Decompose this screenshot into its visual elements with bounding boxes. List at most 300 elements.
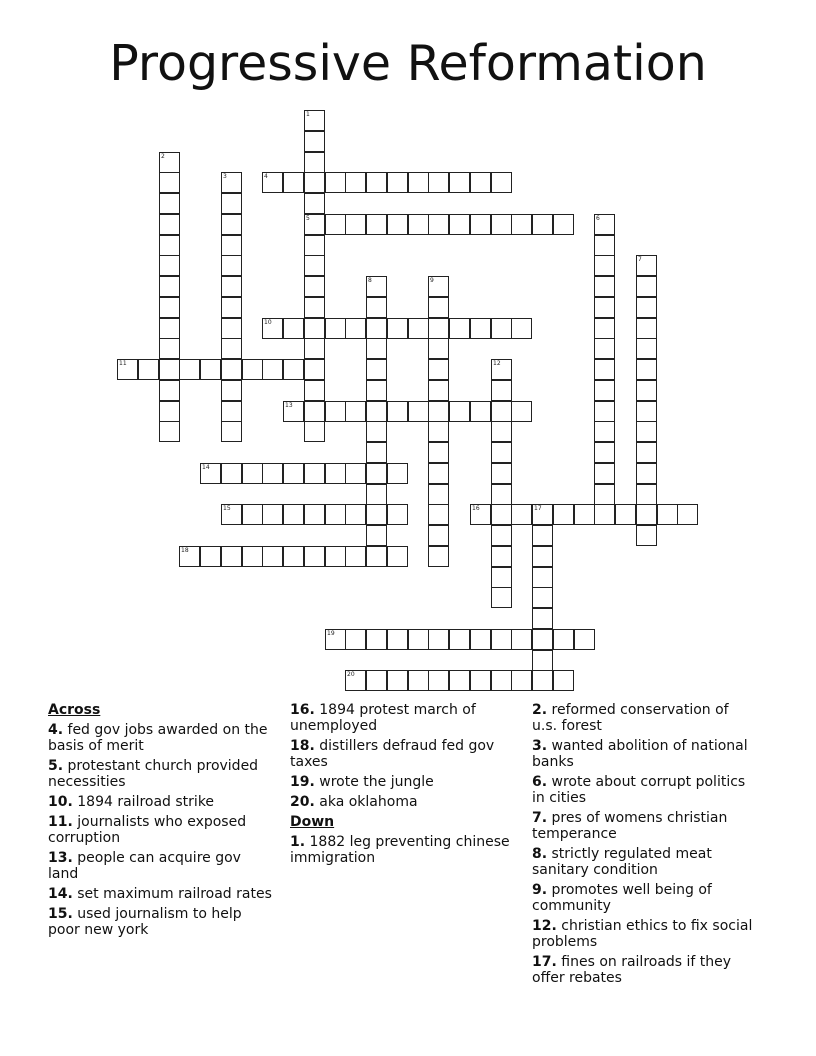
grid-cell[interactable] — [159, 214, 180, 235]
grid-cell[interactable] — [345, 318, 366, 339]
grid-cell[interactable] — [159, 401, 180, 422]
grid-cell[interactable] — [594, 421, 615, 442]
grid-cell[interactable] — [159, 255, 180, 276]
grid-cell[interactable] — [428, 484, 449, 505]
grid-cell[interactable] — [636, 504, 657, 525]
grid-cell[interactable] — [221, 380, 242, 401]
grid-cell[interactable] — [345, 504, 366, 525]
across-clue — [290, 774, 516, 790]
grid-cell[interactable] — [428, 442, 449, 463]
grid-cell[interactable] — [262, 359, 283, 380]
clue-text: wrote about corrupt politics in cities — [532, 774, 746, 806]
grid-cell[interactable] — [159, 338, 180, 359]
grid-cell[interactable] — [636, 421, 657, 442]
grid-cell[interactable] — [366, 421, 387, 442]
grid-cell[interactable] — [532, 587, 553, 608]
grid-cell[interactable] — [470, 318, 491, 339]
grid-cell[interactable] — [325, 463, 346, 484]
grid-cell[interactable] — [491, 318, 512, 339]
grid-cell[interactable] — [283, 463, 304, 484]
grid-cell[interactable] — [221, 172, 242, 193]
clue-text: promotes well being of community — [532, 882, 712, 914]
clue-number: 5. — [48, 758, 64, 774]
grid-cell[interactable] — [449, 670, 470, 691]
clue-text: journalists who exposed corruption — [48, 814, 247, 846]
cell-number: 9 — [430, 277, 434, 284]
grid-cell[interactable] — [304, 131, 325, 152]
clue-text: pres of womens christian temperance — [532, 810, 728, 842]
grid-cell[interactable] — [449, 401, 470, 422]
grid-cell[interactable] — [221, 297, 242, 318]
grid-cell[interactable] — [408, 214, 429, 235]
grid-cell[interactable] — [366, 359, 387, 380]
grid-cell[interactable] — [428, 214, 449, 235]
grid-cell[interactable] — [221, 276, 242, 297]
cell-number: 16 — [472, 505, 480, 512]
grid-cell[interactable] — [200, 546, 221, 567]
grid-cell[interactable] — [594, 276, 615, 297]
grid-cell[interactable] — [159, 318, 180, 339]
grid-cell[interactable] — [366, 442, 387, 463]
clue-number: 4. — [48, 722, 64, 738]
grid-cell[interactable] — [304, 152, 325, 173]
grid-cell[interactable] — [366, 276, 387, 297]
grid-cell[interactable] — [159, 193, 180, 214]
grid-cell[interactable] — [345, 629, 366, 650]
grid-cell[interactable] — [532, 670, 553, 691]
grid-cell[interactable] — [594, 442, 615, 463]
grid-cell[interactable] — [594, 338, 615, 359]
grid-cell[interactable] — [159, 297, 180, 318]
grid-cell[interactable] — [325, 172, 346, 193]
grid-cell[interactable] — [221, 421, 242, 442]
grid-cell[interactable] — [491, 587, 512, 608]
clue-text: people can acquire gov land — [48, 850, 241, 882]
clue-text: strictly regulated meat sanitary condition — [532, 846, 712, 878]
grid-cell[interactable] — [159, 235, 180, 256]
across-clue — [48, 722, 274, 754]
across-clue — [48, 886, 274, 902]
grid-cell[interactable] — [159, 152, 180, 173]
down-clue — [532, 774, 758, 806]
grid-cell[interactable] — [511, 504, 532, 525]
grid-cell[interactable] — [387, 629, 408, 650]
grid-cell[interactable] — [304, 546, 325, 567]
across-clue — [48, 758, 274, 790]
grid-cell[interactable] — [366, 484, 387, 505]
grid-cell[interactable] — [221, 504, 242, 525]
grid-cell[interactable] — [511, 401, 532, 422]
grid-cell[interactable] — [428, 670, 449, 691]
grid-cell[interactable] — [221, 359, 242, 380]
grid-cell[interactable] — [636, 276, 657, 297]
grid-cell[interactable] — [221, 235, 242, 256]
grid-cell[interactable] — [200, 463, 221, 484]
grid-cell[interactable] — [117, 359, 138, 380]
grid-cell[interactable] — [179, 359, 200, 380]
grid-cell[interactable] — [636, 255, 657, 276]
grid-cell[interactable] — [428, 401, 449, 422]
grid-cell[interactable] — [491, 421, 512, 442]
grid-cell[interactable] — [428, 525, 449, 546]
grid-cell[interactable] — [491, 214, 512, 235]
grid-cell[interactable] — [221, 401, 242, 422]
grid-cell[interactable] — [366, 172, 387, 193]
clue-text: aka oklahoma — [319, 794, 418, 810]
grid-cell[interactable] — [304, 504, 325, 525]
across-heading: Across — [48, 702, 101, 718]
grid-cell[interactable] — [428, 463, 449, 484]
grid-cell[interactable] — [428, 359, 449, 380]
grid-cell[interactable] — [304, 359, 325, 380]
grid-cell[interactable] — [408, 318, 429, 339]
grid-cell[interactable] — [325, 214, 346, 235]
grid-cell[interactable] — [594, 235, 615, 256]
clue-text: set maximum railroad rates — [77, 886, 272, 902]
grid-cell[interactable] — [304, 421, 325, 442]
grid-cell[interactable] — [366, 504, 387, 525]
grid-cell[interactable] — [428, 380, 449, 401]
grid-cell[interactable] — [532, 525, 553, 546]
grid-cell[interactable] — [366, 546, 387, 567]
grid-cell[interactable] — [283, 318, 304, 339]
grid-cell[interactable] — [304, 235, 325, 256]
clue-number: 8. — [532, 846, 548, 862]
grid-cell[interactable] — [283, 359, 304, 380]
cell-number: 6 — [596, 215, 600, 222]
grid-cell[interactable] — [366, 463, 387, 484]
grid-cell[interactable] — [491, 525, 512, 546]
grid-cell[interactable] — [532, 504, 553, 525]
clue-text: 1894 railroad strike — [77, 794, 215, 810]
grid-cell[interactable] — [636, 318, 657, 339]
grid-cell[interactable] — [304, 110, 325, 131]
grid-cell[interactable] — [491, 401, 512, 422]
grid-cell[interactable] — [221, 214, 242, 235]
grid-cell[interactable] — [179, 546, 200, 567]
grid-cell[interactable] — [159, 421, 180, 442]
grid-cell[interactable] — [387, 172, 408, 193]
grid-cell[interactable] — [325, 504, 346, 525]
down-clue — [532, 918, 758, 950]
grid-cell[interactable] — [636, 484, 657, 505]
cell-number: 1 — [306, 111, 310, 118]
grid-cell[interactable] — [159, 276, 180, 297]
grid-cell[interactable] — [242, 463, 263, 484]
down-clue — [532, 702, 758, 734]
grid-cell[interactable] — [159, 172, 180, 193]
grid-cell[interactable] — [594, 359, 615, 380]
grid-cell[interactable] — [594, 318, 615, 339]
grid-cell[interactable] — [511, 629, 532, 650]
cell-number: 14 — [202, 464, 210, 471]
clue-text: 1894 protest march of unemployed — [290, 702, 476, 734]
grid-cell[interactable] — [574, 504, 595, 525]
grid-cell[interactable] — [449, 318, 470, 339]
clue-text: 1882 leg preventing chinese immigration — [290, 834, 510, 866]
grid-cell[interactable] — [636, 338, 657, 359]
clue-number: 10. — [48, 794, 73, 810]
clue-text: wrote the jungle — [319, 774, 434, 790]
cell-number: 8 — [368, 277, 372, 284]
grid-cell[interactable] — [325, 318, 346, 339]
grid-cell[interactable] — [574, 629, 595, 650]
clue-number: 16. — [290, 702, 315, 718]
grid-cell[interactable] — [428, 504, 449, 525]
grid-cell[interactable] — [428, 629, 449, 650]
grid-cell[interactable] — [138, 359, 159, 380]
grid-cell[interactable] — [636, 380, 657, 401]
cell-number: 18 — [181, 547, 189, 554]
grid-cell[interactable] — [242, 504, 263, 525]
grid-cell[interactable] — [470, 172, 491, 193]
grid-cell[interactable] — [408, 629, 429, 650]
clue-number: 11. — [48, 814, 73, 830]
grid-cell[interactable] — [636, 359, 657, 380]
cell-number: 10 — [264, 319, 272, 326]
grid-cell[interactable] — [325, 629, 346, 650]
grid-cell[interactable] — [262, 172, 283, 193]
grid-cell[interactable] — [428, 318, 449, 339]
grid-cell[interactable] — [470, 629, 491, 650]
clue-number: 9. — [532, 882, 548, 898]
clue-text: wanted abolition of national banks — [532, 738, 748, 770]
clue-number: 14. — [48, 886, 73, 902]
grid-cell[interactable] — [470, 401, 491, 422]
grid-cell[interactable] — [470, 504, 491, 525]
clue-number: 2. — [532, 702, 548, 718]
grid-cell[interactable] — [345, 214, 366, 235]
grid-cell[interactable] — [325, 546, 346, 567]
grid-cell[interactable] — [594, 255, 615, 276]
grid-cell[interactable] — [511, 670, 532, 691]
cell-number: 5 — [306, 215, 310, 222]
grid-cell[interactable] — [532, 214, 553, 235]
grid-cell[interactable] — [491, 172, 512, 193]
clue-text: used journalism to help poor new york — [48, 906, 242, 938]
grid-cell[interactable] — [283, 401, 304, 422]
grid-cell[interactable] — [491, 629, 512, 650]
grid-cell[interactable] — [345, 401, 366, 422]
down-clue — [532, 882, 758, 914]
grid-cell[interactable] — [387, 546, 408, 567]
grid-cell[interactable] — [159, 380, 180, 401]
grid-cell[interactable] — [366, 338, 387, 359]
grid-cell[interactable] — [491, 442, 512, 463]
grid-cell[interactable] — [345, 463, 366, 484]
grid-cell[interactable] — [366, 401, 387, 422]
grid-cell[interactable] — [677, 504, 698, 525]
clue-number: 18. — [290, 738, 315, 754]
grid-cell[interactable] — [491, 504, 512, 525]
grid-cell[interactable] — [387, 670, 408, 691]
grid-cell[interactable] — [636, 442, 657, 463]
grid-cell[interactable] — [491, 380, 512, 401]
grid-cell[interactable] — [636, 463, 657, 484]
grid-cell[interactable] — [387, 504, 408, 525]
grid-cell[interactable] — [470, 214, 491, 235]
grid-cell[interactable] — [428, 172, 449, 193]
grid-cell[interactable] — [304, 338, 325, 359]
grid-cell[interactable] — [221, 318, 242, 339]
grid-cell[interactable] — [304, 193, 325, 214]
grid-cell[interactable] — [594, 484, 615, 505]
clue-number: 3. — [532, 738, 548, 754]
grid-cell[interactable] — [428, 421, 449, 442]
grid-cell[interactable] — [615, 504, 636, 525]
grid-cell[interactable] — [159, 359, 180, 380]
grid-cell[interactable] — [366, 297, 387, 318]
grid-cell[interactable] — [345, 670, 366, 691]
grid-cell[interactable] — [408, 401, 429, 422]
grid-cell[interactable] — [221, 546, 242, 567]
grid-cell[interactable] — [532, 567, 553, 588]
clue-text: reformed conservation of u.s. forest — [532, 702, 729, 734]
cell-number: 15 — [223, 505, 231, 512]
cell-number: 4 — [264, 173, 268, 180]
grid-cell[interactable] — [428, 276, 449, 297]
grid-cell[interactable] — [304, 401, 325, 422]
grid-cell[interactable] — [366, 670, 387, 691]
grid-cell[interactable] — [325, 401, 346, 422]
grid-cell[interactable] — [283, 172, 304, 193]
grid-cell[interactable] — [491, 567, 512, 588]
grid-cell[interactable] — [594, 380, 615, 401]
grid-cell[interactable] — [304, 297, 325, 318]
grid-cell[interactable] — [262, 546, 283, 567]
grid-cell[interactable] — [491, 546, 512, 567]
grid-cell[interactable] — [242, 359, 263, 380]
grid-cell[interactable] — [242, 546, 263, 567]
across-clue — [48, 794, 274, 810]
grid-cell[interactable] — [366, 629, 387, 650]
down-clue — [532, 810, 758, 842]
grid-cell[interactable] — [553, 504, 574, 525]
grid-cell[interactable] — [491, 484, 512, 505]
grid-cell[interactable] — [428, 338, 449, 359]
cell-number: 11 — [119, 360, 127, 367]
cell-number: 20 — [347, 671, 355, 678]
grid-cell[interactable] — [304, 214, 325, 235]
clue-number: 12. — [532, 918, 557, 934]
down-clue — [532, 738, 758, 770]
clue-number: 17. — [532, 954, 557, 970]
grid-cell[interactable] — [449, 629, 470, 650]
grid-cell[interactable] — [449, 172, 470, 193]
clue-text: protestant church provided necessities — [48, 758, 259, 790]
grid-cell[interactable] — [532, 629, 553, 650]
grid-cell[interactable] — [304, 255, 325, 276]
grid-cell[interactable] — [304, 463, 325, 484]
grid-cell[interactable] — [594, 214, 615, 235]
grid-cell[interactable] — [387, 214, 408, 235]
grid-cell[interactable] — [428, 297, 449, 318]
grid-cell[interactable] — [594, 504, 615, 525]
grid-cell[interactable] — [200, 359, 221, 380]
grid-cell[interactable] — [408, 172, 429, 193]
grid-cell[interactable] — [491, 359, 512, 380]
grid-cell[interactable] — [387, 318, 408, 339]
across-clue — [290, 794, 516, 810]
grid-cell[interactable] — [304, 380, 325, 401]
grid-cell[interactable] — [345, 172, 366, 193]
grid-cell[interactable] — [594, 401, 615, 422]
cell-number: 12 — [493, 360, 501, 367]
grid-cell[interactable] — [366, 380, 387, 401]
grid-cell[interactable] — [594, 463, 615, 484]
grid-cell[interactable] — [511, 214, 532, 235]
grid-cell[interactable] — [636, 297, 657, 318]
cell-number: 2 — [161, 153, 165, 160]
clue-number: 15. — [48, 906, 73, 922]
grid-cell[interactable] — [511, 318, 532, 339]
clue-text: fines on railroads if they offer rebates — [532, 954, 732, 986]
clue-column-1 — [48, 702, 274, 942]
cell-number: 3 — [223, 173, 227, 180]
clue-number: 19. — [290, 774, 315, 790]
grid-cell[interactable] — [387, 401, 408, 422]
grid-cell[interactable] — [262, 318, 283, 339]
grid-cell[interactable] — [366, 318, 387, 339]
clue-text: fed gov jobs awarded on the basis of merit — [48, 722, 268, 754]
grid-cell[interactable] — [532, 608, 553, 629]
grid-cell[interactable] — [262, 504, 283, 525]
down-heading: Down — [290, 814, 335, 830]
grid-cell[interactable] — [532, 650, 553, 671]
grid-cell[interactable] — [221, 338, 242, 359]
grid-cell[interactable] — [221, 193, 242, 214]
grid-cell[interactable] — [594, 297, 615, 318]
grid-cell[interactable] — [470, 670, 491, 691]
clue-number: 1. — [290, 834, 306, 850]
grid-cell[interactable] — [532, 546, 553, 567]
cell-number: 13 — [285, 402, 293, 409]
grid-cell[interactable] — [428, 546, 449, 567]
down-clue — [532, 846, 758, 878]
grid-cell[interactable] — [636, 525, 657, 546]
grid-cell[interactable] — [657, 504, 678, 525]
grid-cell[interactable] — [491, 463, 512, 484]
clue-column-3 — [532, 702, 758, 990]
grid-cell[interactable] — [636, 401, 657, 422]
puzzle-title: Progressive Reformation — [109, 35, 707, 92]
grid-cell[interactable] — [262, 463, 283, 484]
cell-number: 7 — [638, 256, 642, 263]
grid-cell[interactable] — [304, 172, 325, 193]
grid-cell[interactable] — [491, 670, 512, 691]
grid-cell[interactable] — [387, 463, 408, 484]
grid-cell[interactable] — [366, 525, 387, 546]
grid-cell[interactable] — [221, 463, 242, 484]
cell-number: 19 — [327, 630, 335, 637]
grid-cell[interactable] — [553, 214, 574, 235]
across-clue — [48, 906, 274, 938]
clue-column-2 — [290, 702, 516, 870]
grid-cell[interactable] — [304, 276, 325, 297]
grid-cell[interactable] — [553, 670, 574, 691]
down-clue — [532, 954, 758, 986]
grid-cell[interactable] — [283, 546, 304, 567]
grid-cell[interactable] — [408, 670, 429, 691]
grid-cell[interactable] — [283, 504, 304, 525]
grid-cell[interactable] — [553, 629, 574, 650]
grid-cell[interactable] — [221, 255, 242, 276]
grid-cell[interactable] — [345, 546, 366, 567]
grid-cell[interactable] — [366, 214, 387, 235]
grid-cell[interactable] — [449, 214, 470, 235]
grid-cell[interactable] — [304, 318, 325, 339]
across-clue — [290, 738, 516, 770]
